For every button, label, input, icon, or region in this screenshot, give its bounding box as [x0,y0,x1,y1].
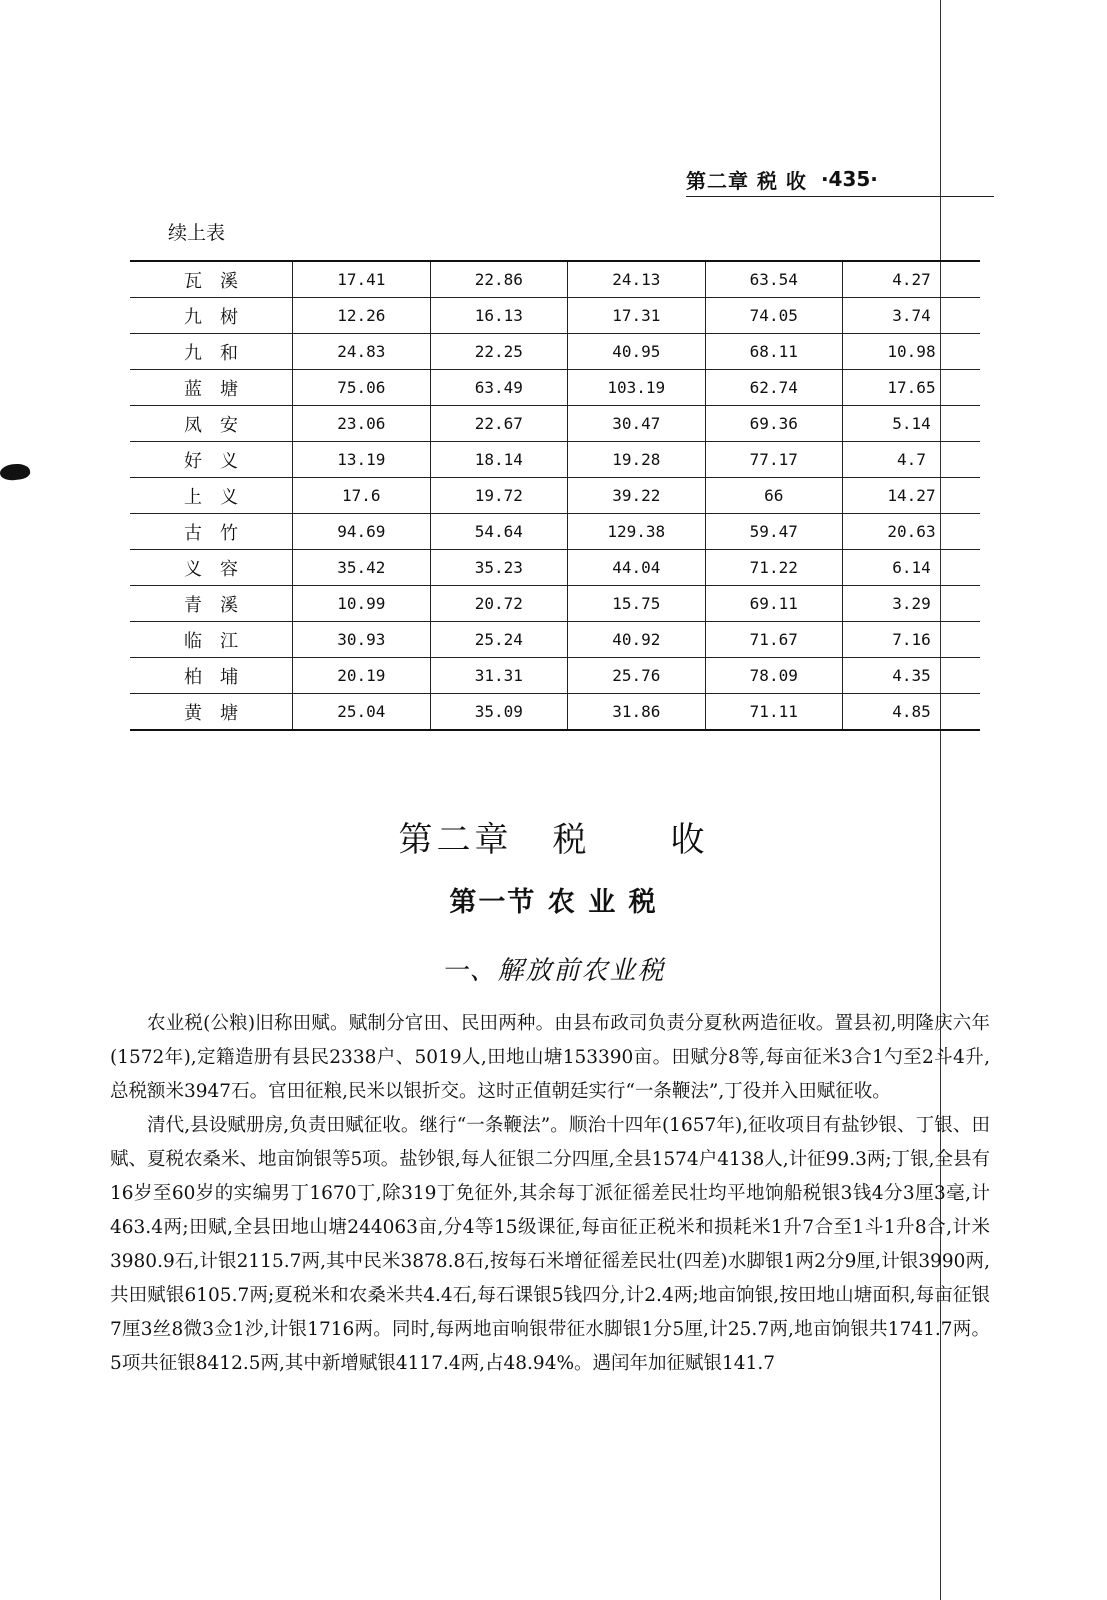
body-text [110,1007,990,1381]
table-cell-value: 20.63 [843,514,981,550]
table-cell-value: 3.29 [843,586,981,622]
statistics-table [130,260,980,731]
scan-ink-mark [0,462,31,482]
table-cell-value: 6.14 [843,550,981,586]
table-cell-place: 古竹 [130,514,293,550]
paragraph: 清代,县设赋册房,负责田赋征收。继行“一条鞭法”。顺治十四年(1657年),征收项目有盐钞银、丁银、田赋、夏税农桑米、地亩饷银等5项。盐钞银,每人征银二分四厘,全县1574户4138人,计征99.3两;丁银,全县有16岁至60岁的实编男丁1670丁,除319丁免征外,其余每丁派征徭差民壮均平地饷船税银3钱4分3厘3毫,计463.4两;田赋,全县田地山塘244063亩,分4等15级课征,每亩征正税米和损耗米1升7合至1斗1升8合,计米3980.9石,计银2115.7两,其中民米3878.8石,按每石米增征徭差民壮(四差)水脚银1两2分9厘,计银3990两,共田赋银6105.7两;夏税米和农桑米共4.4石,每石课银5钱四分,计2.4两;地亩饷银,按田地山塘面积,每亩征银7厘3丝8微3佥1沙,计银1716两。同时,每两地亩响银带征水脚银1分5厘,计25.7两,地亩饷银共1741.7两。5项共征银8412.5两,其中新增赋银4117.4两,占48.94%。遇闰年加征赋银141.7 [110,1115,990,1374]
table-cell-value: 63.54 [705,261,842,298]
table-cell-value: 20.19 [293,658,430,694]
table-cell-value: 14.27 [843,478,981,514]
table-cell-value: 4.35 [843,658,981,694]
table-cell-value: 71.67 [705,622,842,658]
table-row [130,586,980,622]
table-cell-value: 69.36 [705,406,842,442]
table-cell-value: 30.47 [568,406,705,442]
statistics-table-body [130,261,980,730]
table-continue-label: 续上表 [168,222,226,244]
table-row [130,694,980,731]
table-cell-value: 103.19 [568,370,705,406]
table-cell-value: 75.06 [293,370,430,406]
table-cell-value: 78.09 [705,658,842,694]
table-cell-value: 22.86 [430,261,567,298]
table-cell-place: 青溪 [130,586,293,622]
table-cell-value: 13.19 [293,442,430,478]
table-row [130,261,980,298]
table-cell-value: 7.16 [843,622,981,658]
table-cell-value: 35.42 [293,550,430,586]
table-cell-value: 59.47 [705,514,842,550]
table-cell-place: 临江 [130,622,293,658]
table-cell-value: 5.14 [843,406,981,442]
table-row [130,622,980,658]
table-cell-value: 16.13 [430,298,567,334]
table-cell-value: 19.72 [430,478,567,514]
section-title: 第一节 农 业 税 [449,887,658,918]
table-cell-value: 74.05 [705,298,842,334]
paragraph: 农业税(公粮)旧称田赋。赋制分官田、民田两种。由县布政司负责分夏秋两造征收。置县初,明隆庆六年(1572年),定籍造册有县民2338户、5019人,田地山塘153390亩。田赋分8等,每亩征米3合1勺至2斗4升,总税额米3947石。官田征粮,民米以银折交。这时正值朝廷实行“一条鞭法”,丁役并入田赋征收。 [110,1013,990,1102]
table-cell-value: 20.72 [430,586,567,622]
table-cell-value: 68.11 [705,334,842,370]
table-row [130,514,980,550]
table-cell-value: 15.75 [568,586,705,622]
table-cell-value: 71.11 [705,694,842,731]
table-cell-value: 66 [705,478,842,514]
table-cell-place: 蓝塘 [130,370,293,406]
table-cell-value: 4.7 [843,442,981,478]
table-cell-value: 25.04 [293,694,430,731]
table-cell-value: 77.17 [705,442,842,478]
table-cell-place: 瓦溪 [130,261,293,298]
table-cell-value: 40.92 [568,622,705,658]
chapter-title [0,812,1107,861]
running-header [686,162,994,197]
table-cell-place: 好义 [130,442,293,478]
table-cell-value: 10.99 [293,586,430,622]
table-cell-value: 19.28 [568,442,705,478]
table-row [130,550,980,586]
table-cell-value: 40.95 [568,334,705,370]
table-cell-value: 4.27 [843,261,981,298]
chapter-title-number: 第二章 [398,820,513,860]
table-cell-value: 4.85 [843,694,981,731]
table-cell-value: 25.24 [430,622,567,658]
table-row [130,658,980,694]
table-cell-value: 22.25 [430,334,567,370]
table-row [130,478,980,514]
table-cell-value: 35.23 [430,550,567,586]
table-row [130,298,980,334]
table-row [130,406,980,442]
table-cell-value: 17.65 [843,370,981,406]
table-row [130,334,980,370]
table-cell-value: 31.86 [568,694,705,731]
table-cell-value: 10.98 [843,334,981,370]
table-cell-value: 3.74 [843,298,981,334]
table-cell-value: 24.13 [568,261,705,298]
table-cell-value: 39.22 [568,478,705,514]
table-cell-value: 23.06 [293,406,430,442]
table-cell-place: 黄塘 [184,702,257,724]
table-row [130,370,980,406]
table-cell-place: 九和 [130,334,293,370]
table-cell-place: 上义 [130,478,293,514]
subsection-title: 一、解放前农业税 [441,956,666,986]
table-cell-value: 94.69 [293,514,430,550]
table-cell-value: 54.64 [430,514,567,550]
table-cell-value: 31.31 [430,658,567,694]
table-cell-place: 义容 [130,550,293,586]
table-row [130,442,980,478]
page-number: ·435· [820,167,878,191]
table-cell-place: 柏埔 [130,658,293,694]
chapter-title-word2: 收 [670,820,709,860]
table-cell-value: 17.6 [293,478,430,514]
table-cell-value: 24.83 [293,334,430,370]
table-cell-value: 17.41 [293,261,430,298]
running-header-chapter: 第二章 税 收 [686,168,807,193]
table-cell-value: 12.26 [293,298,430,334]
table-cell-value: 71.22 [705,550,842,586]
table-cell-value: 63.49 [430,370,567,406]
table-cell-value: 129.38 [568,514,705,550]
table-cell-place: 凤安 [130,406,293,442]
table-cell-place: 九树 [130,298,293,334]
table-cell-value: 44.04 [568,550,705,586]
table-cell-value: 25.76 [568,658,705,694]
table-cell-value: 62.74 [705,370,842,406]
table-cell-value: 69.11 [705,586,842,622]
table-cell-value: 18.14 [430,442,567,478]
chapter-title-word1: 税 [552,820,591,860]
table-cell-value: 35.09 [430,694,567,731]
table-cell-value: 17.31 [568,298,705,334]
table-cell-value: 30.93 [293,622,430,658]
table-cell-value: 22.67 [430,406,567,442]
